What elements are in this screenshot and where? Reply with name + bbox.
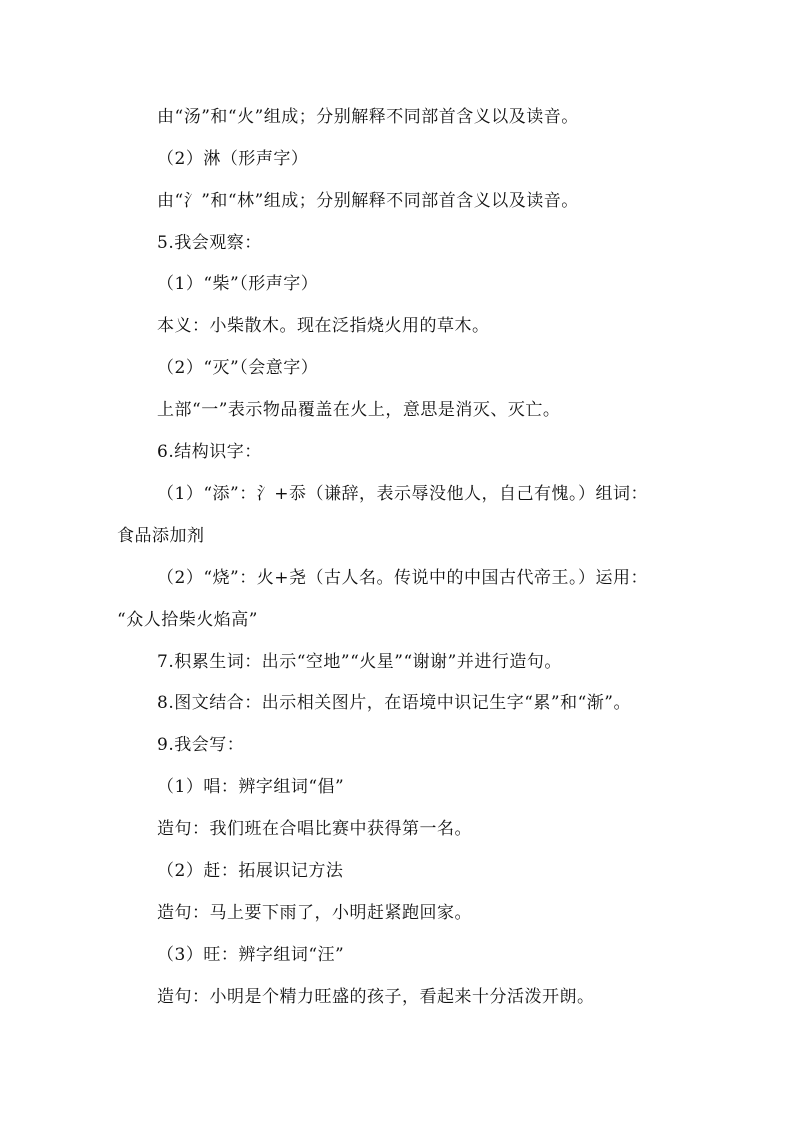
text-line: 本义：小柴散木。现在泛指烧火用的草木。	[157, 316, 490, 336]
text-line: （1）唱：辨字组词“倡”	[157, 777, 345, 797]
section-heading: 8.图文结合：出示相关图片，在语境中识记生字“累”和“渐”。	[157, 693, 631, 713]
text-line: （1）“添”：氵+忝（谦辞，表示辱没他人，自己有愧。）组词：	[157, 484, 648, 504]
text-line: 由“汤”和“火”组成；分别解释不同部首含义以及读音。	[157, 107, 579, 127]
text-line: （2）“烧”：火+尧（古人名。传说中的中国古代帝王。）运用：	[157, 568, 648, 588]
text-line: 造句：我们班在合唱比赛中获得第一名。	[157, 819, 472, 839]
text-line: “众人拾柴火焰高”	[117, 610, 258, 630]
text-line: （3）旺：辨字组词“汪”	[157, 945, 345, 965]
text-line: （2）“灭”（会意字）	[157, 358, 319, 378]
text-line: （1）“柴”（形声字）	[157, 274, 319, 294]
section-heading: 7.积累生词：出示“空地”“火星”“谢谢”并进行造句。	[157, 652, 562, 672]
text-line: （2）赶：拓展识记方法	[157, 861, 344, 881]
text-line: （2）淋（形声字）	[157, 149, 309, 169]
section-heading: 6.结构识字：	[157, 442, 262, 462]
text-line: 由“氵”和“林”组成；分别解释不同部首含义以及读音。	[157, 191, 579, 211]
text-line: 上部“一”表示物品覆盖在火上，意思是消灭、灭亡。	[157, 400, 561, 420]
section-heading: 5.我会观察：	[157, 233, 262, 253]
text-line: 食品添加剂	[117, 526, 205, 546]
text-line: 造句：小明是个精力旺盛的孩子，看起来十分活泼开朗。	[157, 987, 595, 1007]
section-heading: 9.我会写：	[157, 735, 245, 755]
text-line: 造句：马上要下雨了，小明赶紧跑回家。	[157, 903, 472, 923]
